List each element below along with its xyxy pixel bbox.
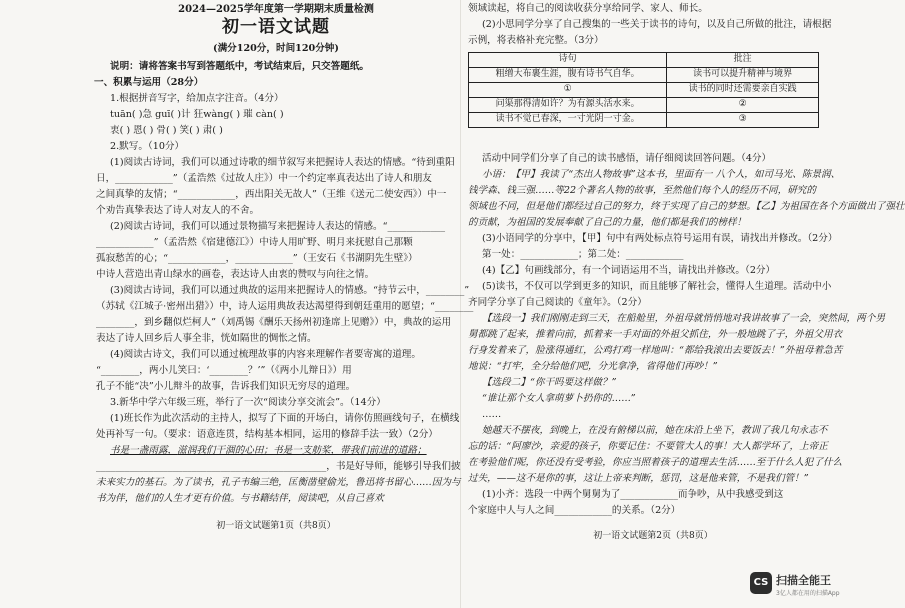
section-heading: 一、积累与运用（28分） [94, 77, 204, 88]
table-header: 批注 [667, 53, 819, 68]
table-row [469, 113, 819, 128]
text-line: 书为伴，他们的人生才更有价值。与书籍结伴，阅读吧，从自己喜欢 [96, 493, 384, 504]
text-line: 【选段一】我们刚刚走到三天，在船舱里，外祖母就悄悄地对我讲故事了一会，突然间，两个男 [482, 313, 885, 324]
text-line: 中诗人营造出青山绿水的画卷，表达诗人由衷的赞叹与向往之情。 [96, 269, 375, 280]
instructions: 说明：请将答案书写到答题纸中，考试结束后，只交答题纸。 [110, 61, 370, 72]
page-footer: 初一语文试题第2页（共8页） [593, 531, 713, 541]
text-line: 领域也不同，但是他们都经过自己的努力，终于实现了自己的梦想。【乙】为祖国在各个方面做出了强壮 [468, 201, 905, 212]
question-1: 1.根据拼音写字，给加点字注音。（4分） [110, 93, 284, 104]
text-line: 在考验他们呢，你还没有受考验，你应当照着孩子的道理去生活……至于什么人犯了什么 [468, 457, 843, 468]
pinyin-row: 衷( ) 恩( ) 骨( ) 笑( ) 肃( ) [110, 125, 223, 136]
text-line: 舅都跳了起来，推着向前，抓着来一手对面的外祖父抓住，外一般地跳了子，外祖父用衣 [468, 329, 843, 340]
text-line: 钱学森、钱三强……等22个著名人物的故事，至然他们每个人的经历不同，研究的 [468, 185, 816, 196]
text-line: 处再补写一句。（要求：语意连贯，结构基本相同，运用的修辞手法一致）（2分） [96, 429, 438, 440]
exam-page-1 [94, 0, 474, 608]
table-cell: 读书不觉已春深，一寸光阴一寸金。 [469, 113, 667, 128]
text-line: ________，到乡翻似烂柯人”（刘禹锡《酬乐天扬州初逢席上见赠》）中，典故的运用 [96, 317, 452, 328]
question-3: 3.新华中学六年级三班，举行了一次“阅读分享交流会”。（14分） [110, 397, 386, 408]
table-cell: 问渠那得清如许？为有源头活水来。 [469, 98, 667, 113]
table-cell: 粗缯大布裹生涯，腹有诗书气自华。 [469, 68, 667, 83]
text-line: 孔子不能“决”小儿辩斗的故事，告诉我们知识无穷尽的道理。 [96, 381, 356, 392]
question-2: 2.默写。（10分） [110, 141, 185, 152]
page-footer: 初一语文试题第1页（共8页） [216, 521, 336, 531]
text-line: 示例，将表格补充完整。（3分） [468, 35, 604, 46]
text-line: 行身发着来了，脸涨得通红，公鸡打鸡一样地叫：“都给我滚出去要饭去！”外祖母着急苦 [468, 345, 843, 356]
table-header: 诗句 [469, 53, 667, 68]
text-line: （苏轼《江城子·密州出猎》）中，诗人运用典故表达渴望得到朝廷重用的愿望；“________ [96, 301, 474, 312]
text-line: (5)读书，不仅可以学到更多的知识，而且能够了解社会，懂得人生道理。活动中小 [482, 281, 832, 292]
text-line: (3)阅读古诗词，我们可以通过典故的运用来把握诗人的情感。“持节云中，________” [110, 285, 470, 296]
table-cell: 读书的同时还需要亲自实践 [667, 83, 819, 98]
table-cell: ① [469, 83, 667, 98]
exam-header: 2024—2025学年度第一学期期末质量检测 [178, 4, 374, 15]
underlined-sentence: 滋润我们干涸的心田；书是一支舫桨，带我们前进的道路； [177, 445, 427, 456]
text-line: 齐同学分享了自己阅读的《童年》。（2分） [468, 297, 647, 308]
scanner-watermark [750, 570, 850, 600]
text-line: (4)阅读古诗文，我们可以通过梳理故事的内容来理解作者要寄寓的道理。 [110, 349, 421, 360]
text-line: 忘的话：“阿廖沙，亲爱的孩子，你要记住：不要管大人的事！大人都学坏了，上帝正 [468, 441, 828, 452]
text-line: 领域读起，将自己的阅读收获分享给同学、家人、师长。 [468, 3, 708, 14]
text-line: “________，两小儿笑曰：‘________？’”（《两小儿辩日》）用 [96, 365, 352, 376]
text-line: 过失，——这不是你的事，这让上帝来判断，惩罚，这是他来管，不是我们管！” [468, 473, 809, 484]
table-row [469, 68, 819, 83]
text-line: 活动中同学们分享了自己的读书感悟，请仔细阅读回答问题。（4分） [482, 153, 772, 164]
text-line: “谁让那个女人拿萌萝卜扔你的……” [482, 393, 636, 404]
text-line: 日，____________”（孟浩然《过故人庄》）中一个约定率真表达出了诗人和朋友 [96, 173, 432, 184]
text-line: 个家庭中人与人之间____________的关系。（2分） [468, 505, 681, 516]
text-line: ____________”（孟浩然《宿建德江》）中诗人用旷野、明月来抚慰自己那颗 [96, 237, 413, 248]
text-line: 孤寂愁苦的心；“____________，____________”（王安石《书湖阴先生壁》） [96, 253, 418, 264]
text-line: 个劝告真挚表达了诗人对友人的不舍。 [96, 205, 260, 216]
exam-page-2 [468, 0, 905, 608]
camscanner-logo-icon: CS [750, 572, 772, 594]
table-cell: ③ [667, 113, 819, 128]
text-line: 未来实力的基石。为了读书，孔子韦编三绝，匡衡凿壁偷光，鲁迅将书留心……因为与 [96, 477, 461, 488]
text-line: (4)【乙】句画线部分，有一个词语运用不当，请找出并修改。（2分） [482, 265, 776, 276]
text-line: 她越天不摆夜，到晚上，在没有俯梯以前，她在床沿上坐下，教训了我几句永志不 [482, 425, 828, 436]
answer-blank-line: 第一处：____________；第二处：____________ [482, 249, 684, 260]
text-line: (1)小齐：选段一中两个舅舅为了____________而争吵，从中我感受到这 [482, 489, 784, 500]
text-line: 的贡献，为祖国的发展奉献了自己的力量，他们都是我们的榜样！ [468, 217, 747, 228]
exam-subtitle: (满分120分，时间120分钟) [213, 43, 339, 54]
table-cell: ② [667, 98, 819, 113]
poem-table [468, 52, 819, 128]
table-cell: 读书可以提升精神与境界 [667, 68, 819, 83]
text-line: (1)阅读古诗词，我们可以通过诗歌的细节叙写来把握诗人表达的情感。“待到重阳 [110, 157, 455, 168]
watermark-subtitle: 3亿人都在用的扫描App [776, 590, 840, 597]
answer-blank-line: ________________________________________________，书是好导师，能够引导我们披 [96, 461, 461, 472]
text-line: 【选段二】“你干吗要这样做？” [482, 377, 617, 388]
text-line: (2)阅读古诗词，我们可以通过景物描写来把握诗人表达的情感。“____________ [110, 221, 446, 232]
text-line: (2)小思同学分享了自己搜集的一些关于读书的诗句，以及自己所做的批注，请根据 [482, 19, 832, 30]
opening-line [110, 444, 427, 458]
text-line: 表达了诗人回乡后人事全非，恍如隔世的惆怅之情。 [96, 333, 317, 344]
watermark-name: 扫描全能王 [776, 574, 831, 587]
text-line: 之间真挚的友情；“____________，西出阳关无故人”（王维《送元二使安西》）中一 [96, 189, 447, 200]
text-line: …… [482, 409, 502, 420]
pinyin-row: tuān( )急 guī( )计 狂wàng( ) 璀 càn( ) [110, 109, 284, 120]
text-line: (1)班长作为此次活动的主持人，拟写了下面的开场白，请你仿照画线句子，在横线 [110, 413, 460, 424]
text-line: 小语：【甲】我读了“杰出人物故事”这本书，里面有一 八个人，如司马光、陈景润、 [482, 169, 841, 180]
exam-title: 初一语文试题 [222, 17, 330, 37]
text-line: (3)小语同学的分享中，【甲】句中有两处标点符号运用有误，请找出并修改。（2分） [482, 233, 838, 244]
table-row [469, 98, 819, 113]
text-line: 地说：“打牢，全分给他们吧，分光拿净，省得他们再吵！” [468, 361, 718, 372]
table-row [469, 83, 819, 98]
underlined-sentence: 书是一盏雨露， [110, 445, 178, 456]
